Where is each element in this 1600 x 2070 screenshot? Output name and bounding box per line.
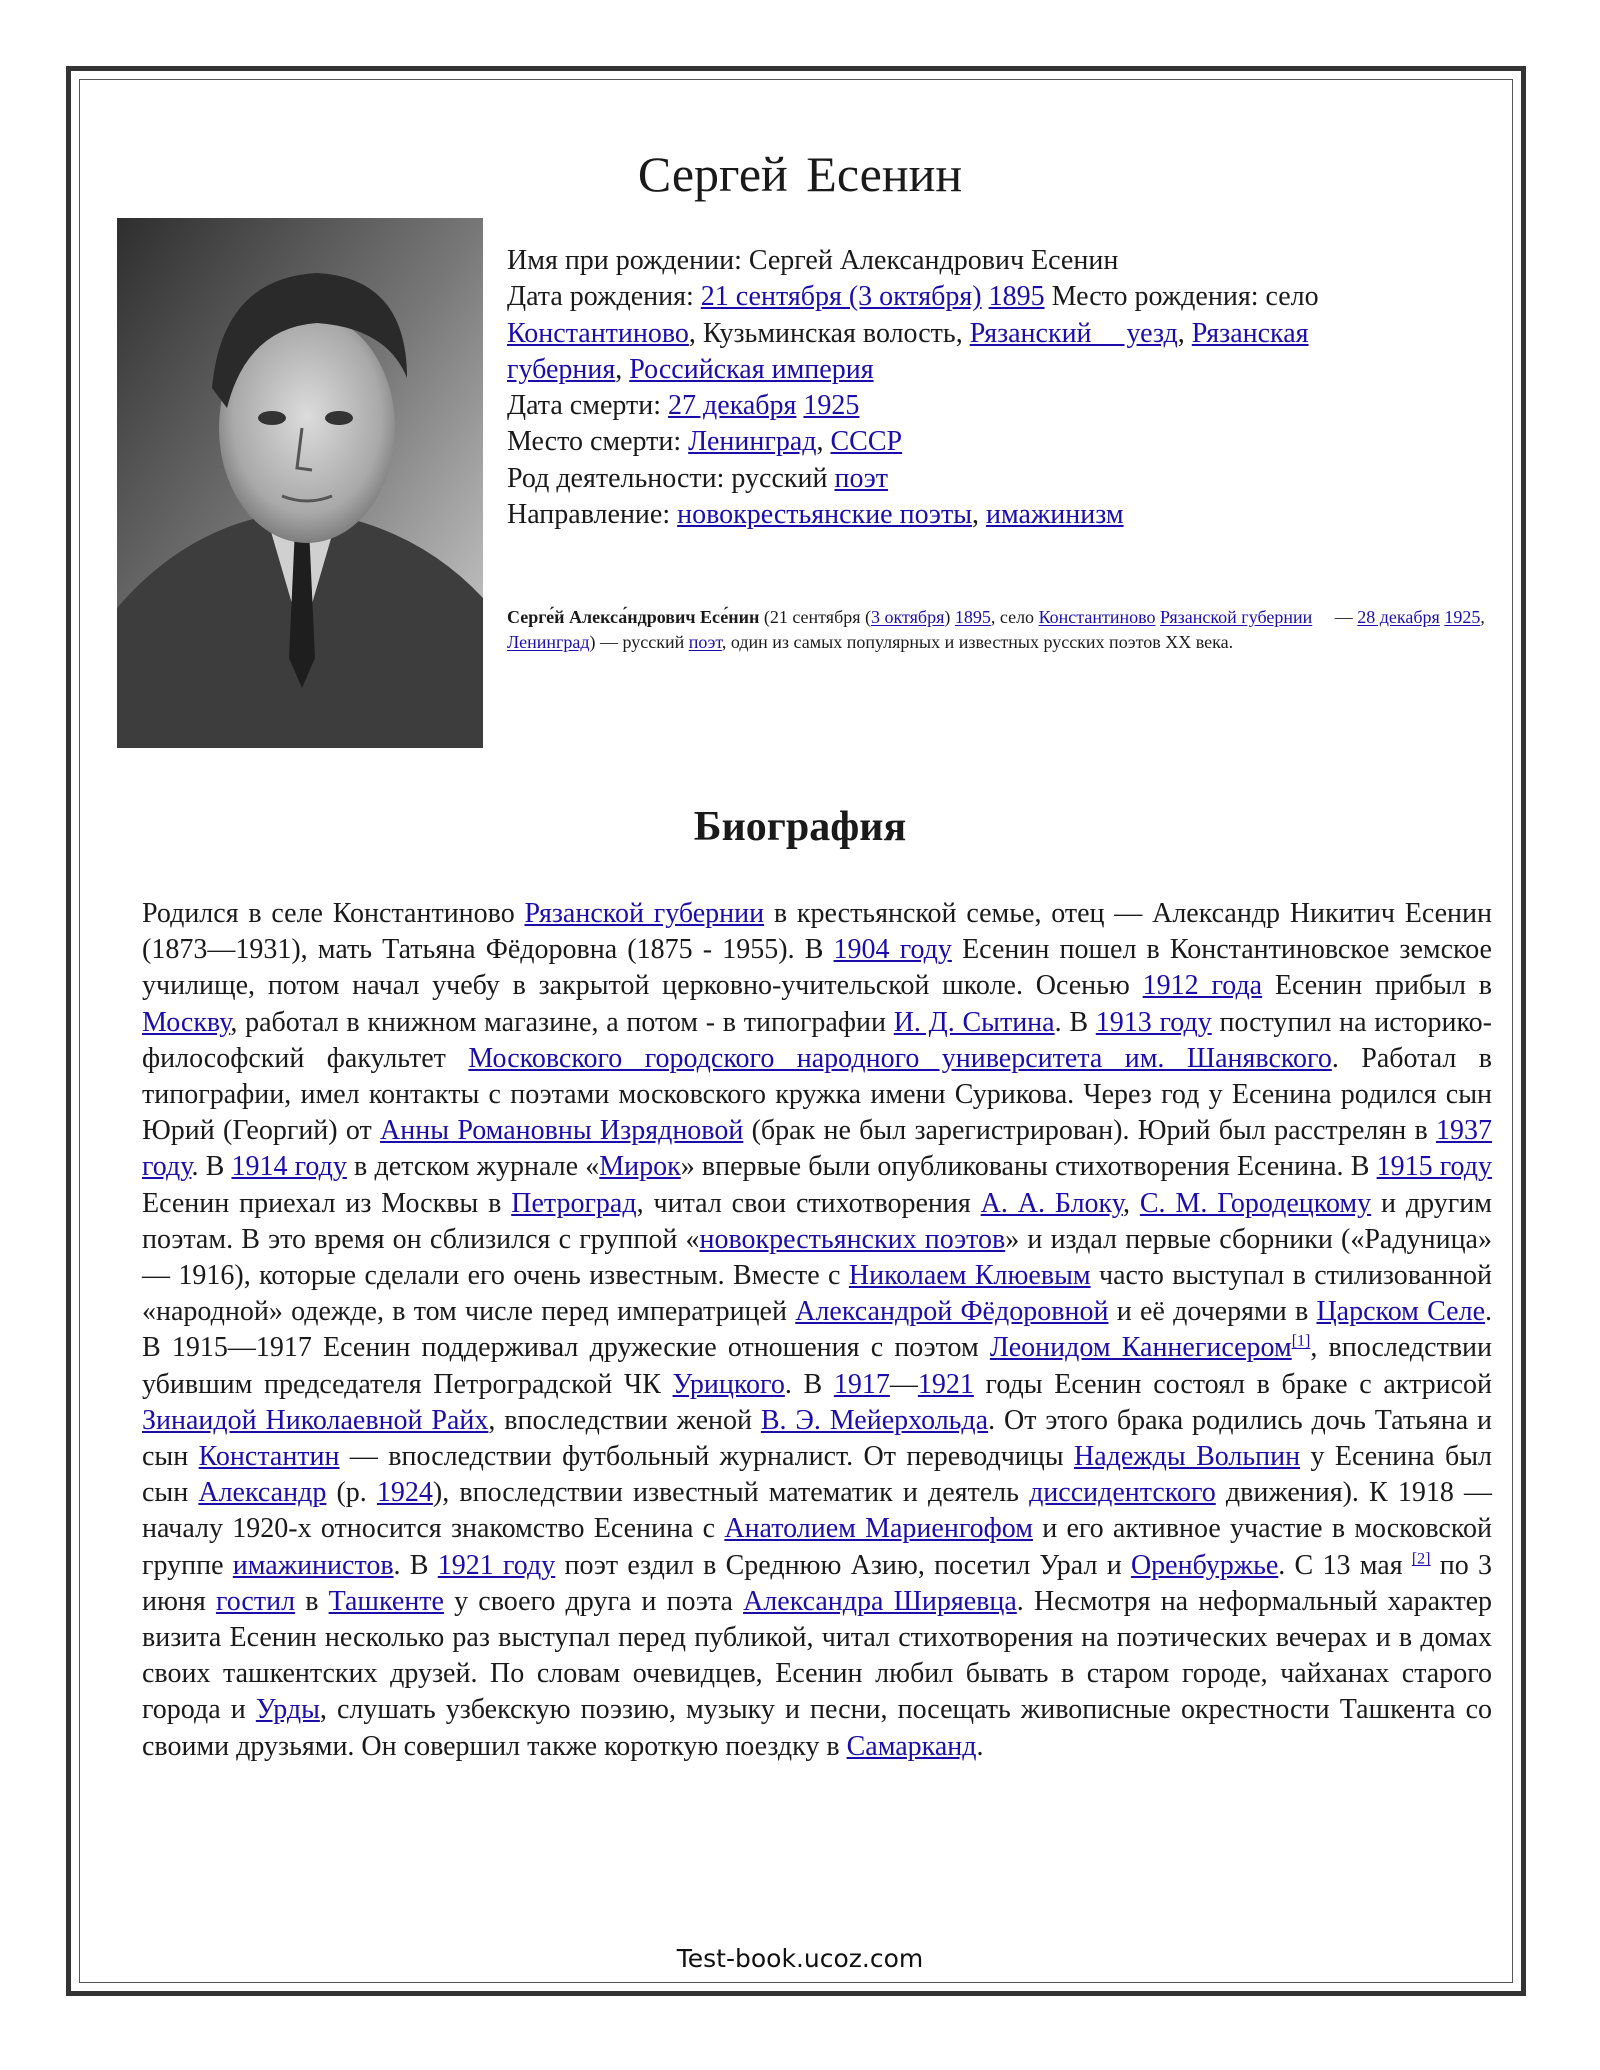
bio-text: годы Есенин состоял в браке с актрисой xyxy=(973,1368,1492,1400)
bio-link[interactable]: 1914 году xyxy=(231,1151,347,1183)
bio-link[interactable]: Николаем Клюевым xyxy=(848,1260,1091,1292)
imaginism-link[interactable]: имажинизм xyxy=(986,499,1124,531)
bio-link[interactable]: А. А. Блоку xyxy=(980,1187,1123,1219)
bio-link[interactable]: Оренбуржье xyxy=(1130,1549,1279,1581)
direction-label: Направление: xyxy=(507,499,678,531)
bio-link[interactable]: Мирок xyxy=(599,1151,681,1183)
bio-text: и его активное участие в московской группе xyxy=(142,1513,1492,1581)
separator: , xyxy=(816,426,831,458)
birth-date-label: Дата рождения: xyxy=(507,281,701,313)
bio-text: поэт ездил в Среднюю Азию, посетил Урал и xyxy=(555,1549,1131,1581)
bio-link[interactable]: Москву xyxy=(142,1006,231,1038)
bio-link[interactable]: новокрестьянских поэтов xyxy=(699,1223,1006,1255)
bio-text: (р. xyxy=(326,1477,377,1509)
death-place-label: Место смерти: xyxy=(507,426,689,458)
bio-link[interactable]: 1921 году xyxy=(437,1549,556,1581)
bio-link[interactable]: Зинаидой Николаевной Райх xyxy=(142,1404,489,1436)
bio-link[interactable]: Московского городского народного университета им. Шанявского xyxy=(468,1042,1332,1074)
bio-text: . В xyxy=(191,1151,232,1183)
bio-link[interactable]: Рязанской губернии xyxy=(524,898,765,929)
bio-link[interactable]: 1904 году xyxy=(833,934,952,966)
bio-link[interactable]: Урицкого xyxy=(672,1368,785,1400)
footnote-ref[interactable]: [1] xyxy=(1291,1333,1311,1351)
bio-link[interactable]: Александрой Фёдоровной xyxy=(795,1296,1109,1328)
birth-name-value: Сергей Александрович Есенин xyxy=(748,245,1119,276)
bio-text: , работал в книжном магазине, а потом - в типографии xyxy=(230,1006,894,1038)
lead-link-oct3[interactable]: 3 октября xyxy=(871,607,945,627)
lead-text: , один из самых популярных и известных русских поэтов XX века. xyxy=(721,632,1234,652)
bio-text: , слушать узбекскую поэзию, музыку и песни, посещать живописные окрестности Ташкента со своими друзьями. Он совершил также короткую поездку в xyxy=(142,1694,1492,1762)
page-footer: Test-book.ucoz.com xyxy=(676,1944,924,1973)
death-date-label: Дата смерти: xyxy=(507,390,669,422)
bio-link[interactable]: С. М. Городецкому xyxy=(1139,1187,1372,1219)
bio-link[interactable]: 1915 году xyxy=(1376,1151,1492,1183)
bio-link[interactable]: 1912 года xyxy=(1142,970,1263,1002)
bio-link[interactable]: диссидентского xyxy=(1029,1477,1216,1509)
bio-text: . Несмотря на неформальный характер визита Есенин несколько раз выступал перед публикой, читал стихотворения на поэтических вечерах и в домах своих ташкентских друзей. По словам очевидцев, Есенин любил бывать в старом городе, чайханах старого города и xyxy=(142,1585,1493,1726)
separator: , xyxy=(615,353,630,385)
bio-text: Есенин пошел в Константиновское земское училище, потом начал учебу в закрытой церковно-учительской школе. Осенью xyxy=(142,934,1492,1002)
lead-text: ) — русский xyxy=(589,632,689,652)
biography-paragraph xyxy=(142,896,1492,1765)
lead-link-leningrad[interactable]: Ленинград xyxy=(507,632,590,652)
bio-text: — впоследствии футбольный журналист. От переводчицы xyxy=(339,1441,1074,1473)
bio-text: . В 1915—1917 Есенин поддерживал дружеские отношения с поэтом xyxy=(142,1296,1492,1364)
bio-text: у Есенина был сын xyxy=(142,1441,1492,1509)
infobox-occupation xyxy=(507,461,1427,497)
new-peasant-poets-link[interactable]: новокрестьянские поэты xyxy=(677,499,972,531)
bio-text: у своего друга и поэта xyxy=(443,1585,744,1617)
bio-text: в крестьянской семье, отец — Александр Никитич Есенин (1873—1931), мать Татьяна Фёдоровна (1875 - 1955). В xyxy=(142,898,1492,966)
bio-text: , xyxy=(1122,1187,1140,1219)
bio-link[interactable]: Константин xyxy=(198,1441,340,1473)
bio-text: Есенин приехал из Москвы в xyxy=(142,1187,512,1219)
portrait-image xyxy=(117,218,483,748)
bio-text: — xyxy=(889,1368,918,1400)
bio-link[interactable]: Леонидом Каннегисером xyxy=(989,1332,1292,1364)
bio-text: , читал свои стихотворения xyxy=(636,1187,981,1219)
poet-link[interactable]: поэт xyxy=(834,462,889,494)
bio-text: . С 13 мая xyxy=(1278,1549,1412,1581)
bio-link[interactable]: 1937 году xyxy=(142,1115,1492,1183)
lead-text: , село xyxy=(990,607,1039,627)
bio-text: » и издал первые сборники («Радуница» — 1916), которые сделали его очень известным. Вместе с xyxy=(142,1223,1492,1292)
bio-text: (брак не был зарегистрирован). Юрий был расстрелян в xyxy=(743,1115,1436,1147)
ryazan-uezd-link[interactable]: Рязанский уезд xyxy=(969,317,1178,349)
bio-text: . В xyxy=(393,1549,438,1581)
lead-link-poet[interactable]: поэт xyxy=(688,632,722,652)
bio-link[interactable]: 1921 xyxy=(917,1368,974,1400)
biography-heading: Биография xyxy=(693,804,907,850)
bio-text: Родился в селе Константиново xyxy=(142,898,525,929)
bio-link[interactable]: 1913 году xyxy=(1095,1006,1212,1038)
lead-paragraph xyxy=(507,605,1522,655)
bio-text: поступил на историко-философский факультет xyxy=(142,1006,1493,1074)
infobox-direction xyxy=(507,497,1427,533)
lead-link-1925[interactable]: 1925 xyxy=(1444,607,1481,627)
bio-text: . xyxy=(976,1730,984,1762)
bio-text: в детском журнале « xyxy=(346,1151,600,1183)
bio-link[interactable]: Царском Селе xyxy=(1316,1296,1485,1328)
bio-text: и другим поэтам. В это время он сблизился с группой « xyxy=(142,1187,1492,1255)
occupation-label: Род деятельности: русский xyxy=(507,462,835,494)
infobox-death-place xyxy=(507,424,1427,460)
bio-link[interactable]: Надежды Вольпин xyxy=(1073,1441,1301,1473)
bio-link[interactable]: В. Э. Мейерхольда xyxy=(760,1404,989,1436)
bio-text: в xyxy=(295,1585,329,1617)
birth-date-link[interactable]: 21 сентября (3 октября) xyxy=(700,281,982,313)
bio-link[interactable]: 1924 xyxy=(376,1477,433,1509)
bio-link[interactable]: Урды xyxy=(255,1694,320,1726)
lead-text: (21 сентября ( xyxy=(759,607,872,627)
bio-link[interactable]: 1917 xyxy=(833,1368,890,1400)
bio-link[interactable]: Анатолием Мариенгофом xyxy=(724,1513,1033,1545)
bio-link[interactable]: Александра Ширяевца xyxy=(743,1585,1017,1617)
separator: , xyxy=(1177,317,1192,349)
birth-year-link[interactable]: 1895 xyxy=(988,281,1045,313)
death-year-link[interactable]: 1925 xyxy=(803,390,860,422)
ryazan-guberniya-link[interactable]: Рязанская губерния xyxy=(507,317,1309,385)
bio-text: » впервые были опубликованы стихотворения Есенина. В xyxy=(680,1151,1377,1183)
bio-text: Есенин прибыл в xyxy=(1262,970,1493,1002)
lead-link-1895[interactable]: 1895 xyxy=(954,607,991,627)
lead-link-dec28[interactable]: 28 декабря xyxy=(1357,607,1440,627)
bio-link[interactable]: И. Д. Сытина xyxy=(893,1006,1055,1038)
leningrad-link[interactable]: Ленинград xyxy=(688,426,817,458)
infobox-birth-name xyxy=(507,243,1427,279)
bio-text: . От этого брака родились дочь Татьяна и сын xyxy=(142,1404,1492,1473)
russian-empire-link[interactable]: Российская империя xyxy=(629,353,874,385)
infobox-birth-date-place xyxy=(507,279,1427,388)
lead-text: — xyxy=(1312,607,1358,627)
infobox-death-date xyxy=(507,388,1427,424)
lead-text: ) xyxy=(944,607,955,627)
bio-text: по 3 июня xyxy=(142,1549,1492,1617)
lead-link-konstantinovo[interactable]: Константиново xyxy=(1038,607,1156,627)
birth-place-text: , Кузьминская волость, xyxy=(688,317,970,349)
bio-link[interactable]: Александр xyxy=(198,1477,327,1509)
bio-link[interactable]: гостил xyxy=(215,1585,296,1617)
footnote-ref[interactable]: [2] xyxy=(1411,1550,1431,1568)
bio-link[interactable]: имажинистов xyxy=(232,1549,394,1581)
bio-text: . В xyxy=(1054,1006,1096,1038)
bio-text: . Работал в типографии, имел контакты с поэтами московского кружка имени Сурикова. Через год у Есенина родился сын Юрий (Георгий) от xyxy=(142,1042,1492,1147)
bio-link[interactable]: Ташкенте xyxy=(328,1585,444,1617)
bio-link[interactable]: Петроград xyxy=(511,1187,637,1219)
bio-text: и её дочерями в xyxy=(1108,1296,1317,1328)
bio-link[interactable]: Анны Романовны Изрядновой xyxy=(380,1115,744,1147)
bio-text: , впоследствии убившим председателя Петроградской ЧК xyxy=(142,1332,1493,1400)
lead-link-ryazan[interactable]: Рязанской губернии xyxy=(1160,607,1313,627)
ussr-link[interactable]: СССР xyxy=(830,426,903,458)
lead-text: , xyxy=(1480,607,1485,627)
bio-text: , впоследствии женой xyxy=(488,1404,761,1436)
birth-name-label: Имя при рождении: xyxy=(507,245,749,276)
birth-place-label: Место рождения: село xyxy=(1044,281,1319,313)
page-title: Сергей Есенин xyxy=(637,146,963,202)
bio-link[interactable]: Самарканд xyxy=(846,1730,977,1762)
bio-text: часто выступал в стилизованной «народной» одежде, в том числе перед императрицей xyxy=(142,1260,1493,1328)
bio-text: . В xyxy=(784,1368,834,1400)
bio-text: движения). К 1918 — началу 1920-х относится знакомство Есенина с xyxy=(142,1477,1492,1545)
separator: , xyxy=(972,499,986,531)
portrait-photo xyxy=(117,218,483,748)
konstantinovo-link[interactable]: Константиново xyxy=(507,317,689,349)
lead-name: Серге́й Алекса́ндрович Есе́нин xyxy=(507,607,760,627)
infobox xyxy=(507,243,1427,533)
death-date-link[interactable]: 27 декабря xyxy=(668,390,797,422)
bio-text: ), впоследствии известный математик и деятель xyxy=(432,1477,1030,1509)
